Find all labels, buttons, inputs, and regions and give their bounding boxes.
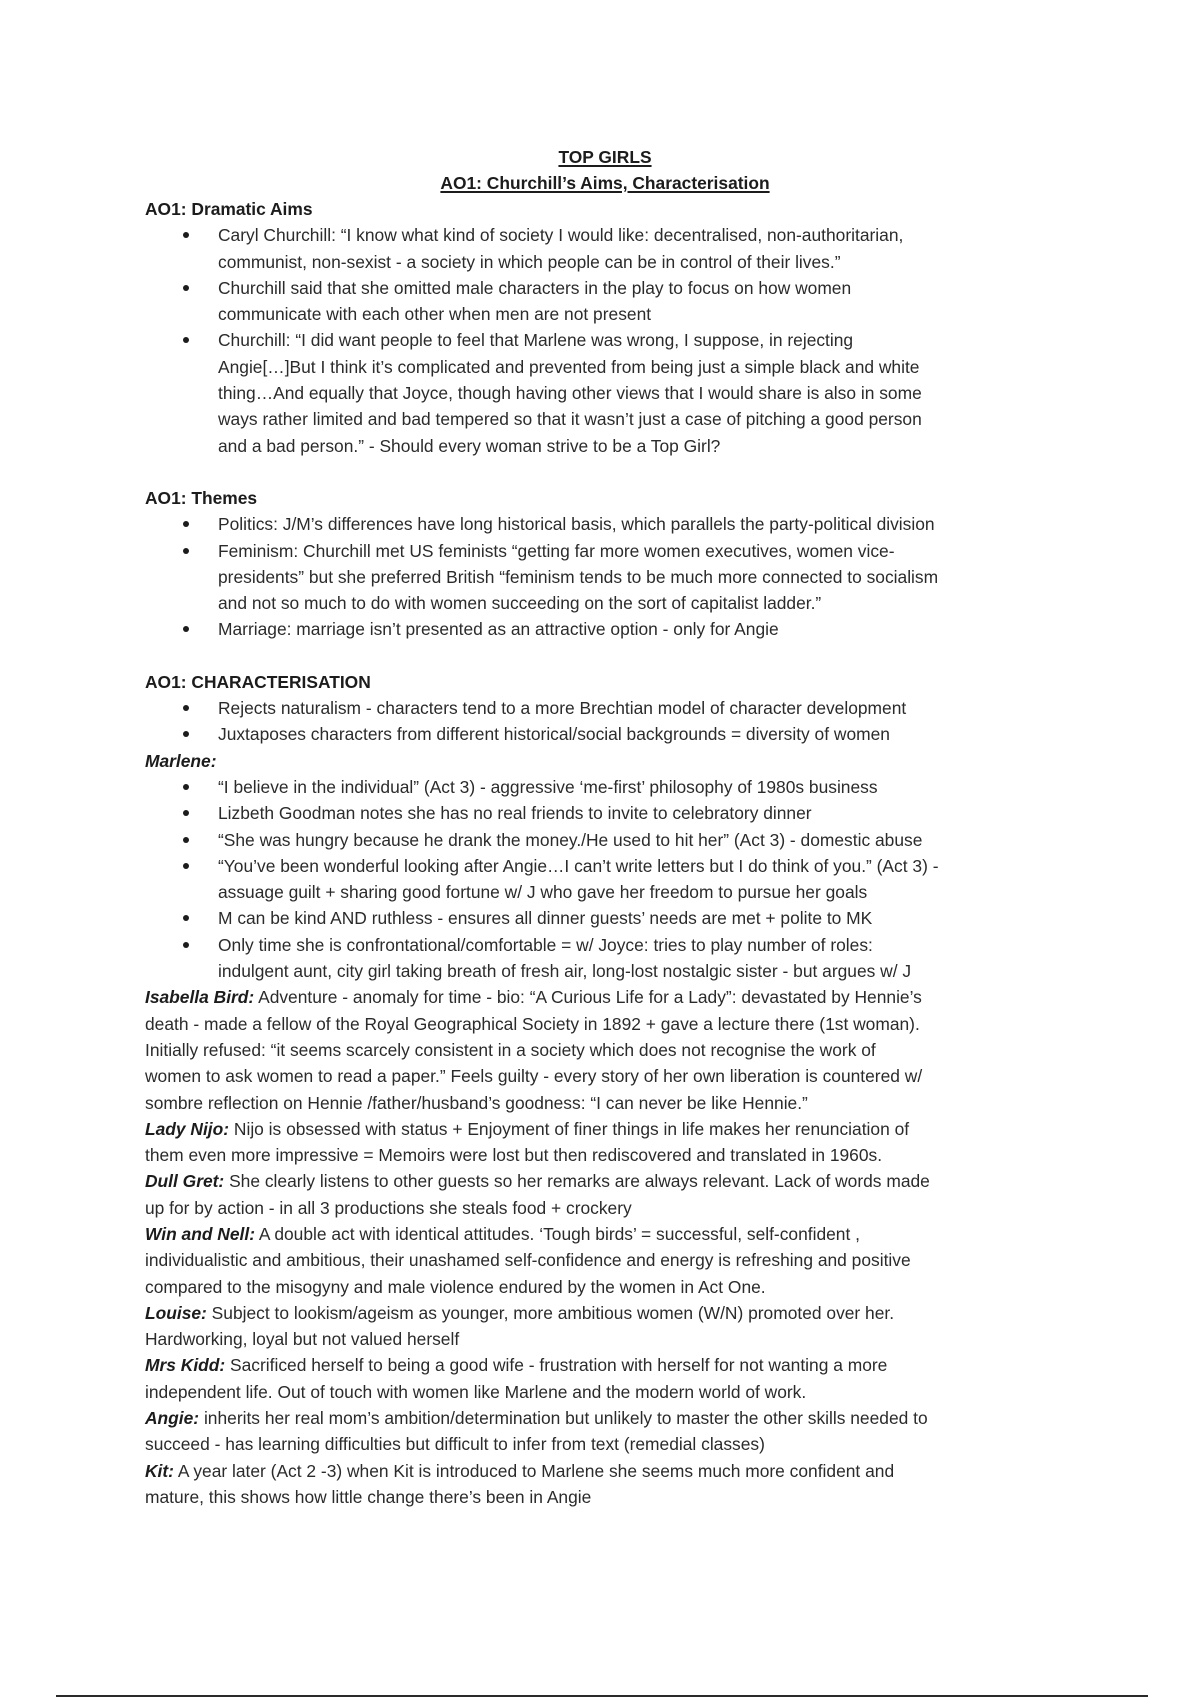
text-line: Politics: J/M’s differences have long historical basis, which parallels the party-political division xyxy=(218,514,935,535)
text-line: “You’ve been wonderful looking after Angie…I can’t write letters but I do think of you.” (Act 3) - xyxy=(218,855,939,876)
bullet-icon xyxy=(183,548,189,554)
character-name: Win and Nell: xyxy=(145,1223,255,1244)
text-line: and not so much to do with women succeeding on the sort of capitalist ladder.” xyxy=(218,593,822,614)
themes-list xyxy=(145,511,1065,642)
text-line: Nijo is obsessed with status + Enjoyment of finer things in life makes her renunciation of xyxy=(229,1118,910,1139)
bullet-icon xyxy=(183,626,189,632)
document-page xyxy=(145,144,1065,1510)
spacer xyxy=(145,643,1065,669)
text-line: death - made a fellow of the Royal Geographical Society in 1892 + gave a lecture there (1st woman). xyxy=(145,1013,920,1034)
section-heading-themes: AO1: Themes xyxy=(145,487,258,508)
character-paragraph-isabella-bird xyxy=(145,984,1065,1115)
bullet-icon xyxy=(183,285,189,291)
text-line: Subject to lookism/ageism as younger, more ambitious women (W/N) promoted over her. xyxy=(206,1302,895,1323)
text-line: Angie[…]But I think it’s complicated and prevented from being just a simple black and white xyxy=(218,356,920,377)
text-line: Rejects naturalism - characters tend to a more Brechtian model of character development xyxy=(218,698,907,719)
text-line: assuage guilt + sharing good fortune w/ J who gave her freedom to pursue her goals xyxy=(218,882,868,903)
marlene-list xyxy=(145,774,1065,984)
character-name: Isabella Bird: xyxy=(145,987,255,1008)
text-line: Adventure - anomaly for time - bio: “A Curious Life for a Lady”: devastated by Hennie’s xyxy=(254,987,922,1008)
list-item xyxy=(145,222,1065,275)
bullet-icon xyxy=(183,863,189,869)
list-item xyxy=(145,905,1065,931)
character-name: Angie: xyxy=(145,1408,200,1429)
bullet-icon xyxy=(183,810,189,816)
text-line: compared to the misogyny and male violence endured by the women in Act One. xyxy=(145,1276,766,1297)
text-line: Sacrificed herself to being a good wife - frustration with herself for not wanting a more xyxy=(225,1355,888,1376)
document-title: TOP GIRLS xyxy=(558,147,652,167)
character-name: Lady Nijo: xyxy=(145,1118,230,1139)
character-name: Mrs Kidd: xyxy=(145,1355,226,1376)
character-paragraph-angie xyxy=(145,1405,1065,1458)
list-item xyxy=(145,721,1065,747)
list-item xyxy=(145,275,1065,328)
character-paragraph-mrs-kidd xyxy=(145,1352,1065,1405)
text-line: independent life. Out of touch with women like Marlene and the modern world of work. xyxy=(145,1381,807,1402)
list-item xyxy=(145,800,1065,826)
character-paragraph-lady-nijo xyxy=(145,1116,1065,1169)
text-line: communist, non-sexist - a society in which people can be in control of their lives.” xyxy=(218,251,841,272)
list-item xyxy=(145,695,1065,721)
text-line: indulgent aunt, city girl taking breath of fresh air, long-lost nostalgic sister - but argues w/ J xyxy=(218,961,912,982)
list-item xyxy=(145,616,1065,642)
list-item xyxy=(145,327,1065,458)
list-item xyxy=(145,853,1065,906)
character-paragraph-kit xyxy=(145,1458,1065,1511)
text-line: Feminism: Churchill met US feminists “getting far more women executives, women vice- xyxy=(218,540,895,561)
text-line: “I believe in the individual” (Act 3) - aggressive ‘me-first’ philosophy of 1980s business xyxy=(218,776,878,797)
bullet-icon xyxy=(183,521,189,527)
title-block xyxy=(145,144,1065,196)
text-line: M can be kind AND ruthless - ensures all dinner guests’ needs are met + polite to MK xyxy=(218,908,873,929)
document-subtitle: AO1: Churchill’s Aims, Characterisation xyxy=(440,173,770,193)
text-line: up for by action - in all 3 productions she steals food + crockery xyxy=(145,1197,632,1218)
text-line: Caryl Churchill: “I know what kind of society I would like: decentralised, non-authoritarian, xyxy=(218,225,904,246)
list-item xyxy=(145,538,1065,617)
text-line: Marriage: marriage isn’t presented as an attractive option - only for Angie xyxy=(218,619,779,640)
character-name: Louise: xyxy=(145,1302,207,1323)
character-name: Dull Gret: xyxy=(145,1171,225,1192)
character-name: Kit: xyxy=(145,1460,174,1481)
text-line: ways rather limited and bad tempered so that it wasn’t just a case of pitching a good person xyxy=(218,409,922,430)
text-line: Juxtaposes characters from different historical/social backgrounds = diversity of women xyxy=(218,724,890,745)
text-line: She clearly listens to other guests so her remarks are always relevant. Lack of words made xyxy=(224,1171,930,1192)
page-bottom-divider xyxy=(56,1695,1148,1697)
text-line: Hardworking, loyal but not valued herself xyxy=(145,1329,460,1350)
character-paragraph-dull-gret xyxy=(145,1168,1065,1221)
text-line: mature, this shows how little change there’s been in Angie xyxy=(145,1486,592,1507)
list-item xyxy=(145,827,1065,853)
character-heading-marlene: Marlene: xyxy=(145,750,217,771)
character-paragraph-louise xyxy=(145,1300,1065,1353)
character-paragraph-win-and-nell xyxy=(145,1221,1065,1300)
section-heading-characterisation: AO1: CHARACTERISATION xyxy=(145,671,371,692)
text-line: thing…And equally that Joyce, though having other views that I would share is also in some xyxy=(218,383,922,404)
bullet-icon xyxy=(183,731,189,737)
list-item xyxy=(145,774,1065,800)
text-line: women to ask women to read a paper.” Feels guilty - every story of her own liberation is countered w/ xyxy=(145,1066,923,1087)
text-line: inherits her real mom’s ambition/determination but unlikely to master the other skills needed to xyxy=(199,1408,928,1429)
text-line: and a bad person.” - Should every woman strive to be a Top Girl? xyxy=(218,435,721,456)
bullet-icon xyxy=(183,705,189,711)
text-line: them even more impressive = Memoirs were lost but then rediscovered and translated in 1960s. xyxy=(145,1145,883,1166)
text-line: Churchill said that she omitted male characters in the play to focus on how women xyxy=(218,277,852,298)
text-line: A year later (Act 2 -3) when Kit is introduced to Marlene she seems much more confident and xyxy=(173,1460,895,1481)
text-line: communicate with each other when men are not present xyxy=(218,304,652,325)
text-line: succeed - has learning difficulties but difficult to infer from text (remedial classes) xyxy=(145,1434,765,1455)
text-line: individualistic and ambitious, their unashamed self-confidence and energy is refreshing and positive xyxy=(145,1250,911,1271)
section-heading-dramatic-aims: AO1: Dramatic Aims xyxy=(145,199,313,219)
bullet-icon xyxy=(183,784,189,790)
text-line: Only time she is confrontational/comfortable = w/ Joyce: tries to play number of roles: xyxy=(218,934,873,955)
bullet-icon xyxy=(183,232,189,238)
bullet-icon xyxy=(183,837,189,843)
list-item xyxy=(145,511,1065,537)
bullet-icon xyxy=(183,337,189,343)
text-line: “She was hungry because he drank the money./He used to hit her” (Act 3) - domestic abuse xyxy=(218,829,923,850)
dramatic-aims-list xyxy=(145,222,1065,459)
text-line: sombre reflection on Hennie /father/husband’s goodness: “I can never be like Hennie.” xyxy=(145,1092,808,1113)
text-line: Churchill: “I did want people to feel that Marlene was wrong, I suppose, in rejecting xyxy=(218,330,854,351)
text-line: Lizbeth Goodman notes she has no real friends to invite to celebratory dinner xyxy=(218,803,812,824)
text-line: presidents” but she preferred British “feminism tends to be much more connected to socialism xyxy=(218,566,939,587)
spacer xyxy=(145,459,1065,485)
characterisation-list xyxy=(145,695,1065,748)
bullet-icon xyxy=(183,915,189,921)
list-item xyxy=(145,932,1065,985)
text-line: Initially refused: “it seems scarcely consistent in a society which does not recognise the work of xyxy=(145,1039,876,1060)
text-line: A double act with identical attitudes. ‘Tough birds’ = successful, self-confident , xyxy=(254,1223,860,1244)
bullet-icon xyxy=(183,942,189,948)
